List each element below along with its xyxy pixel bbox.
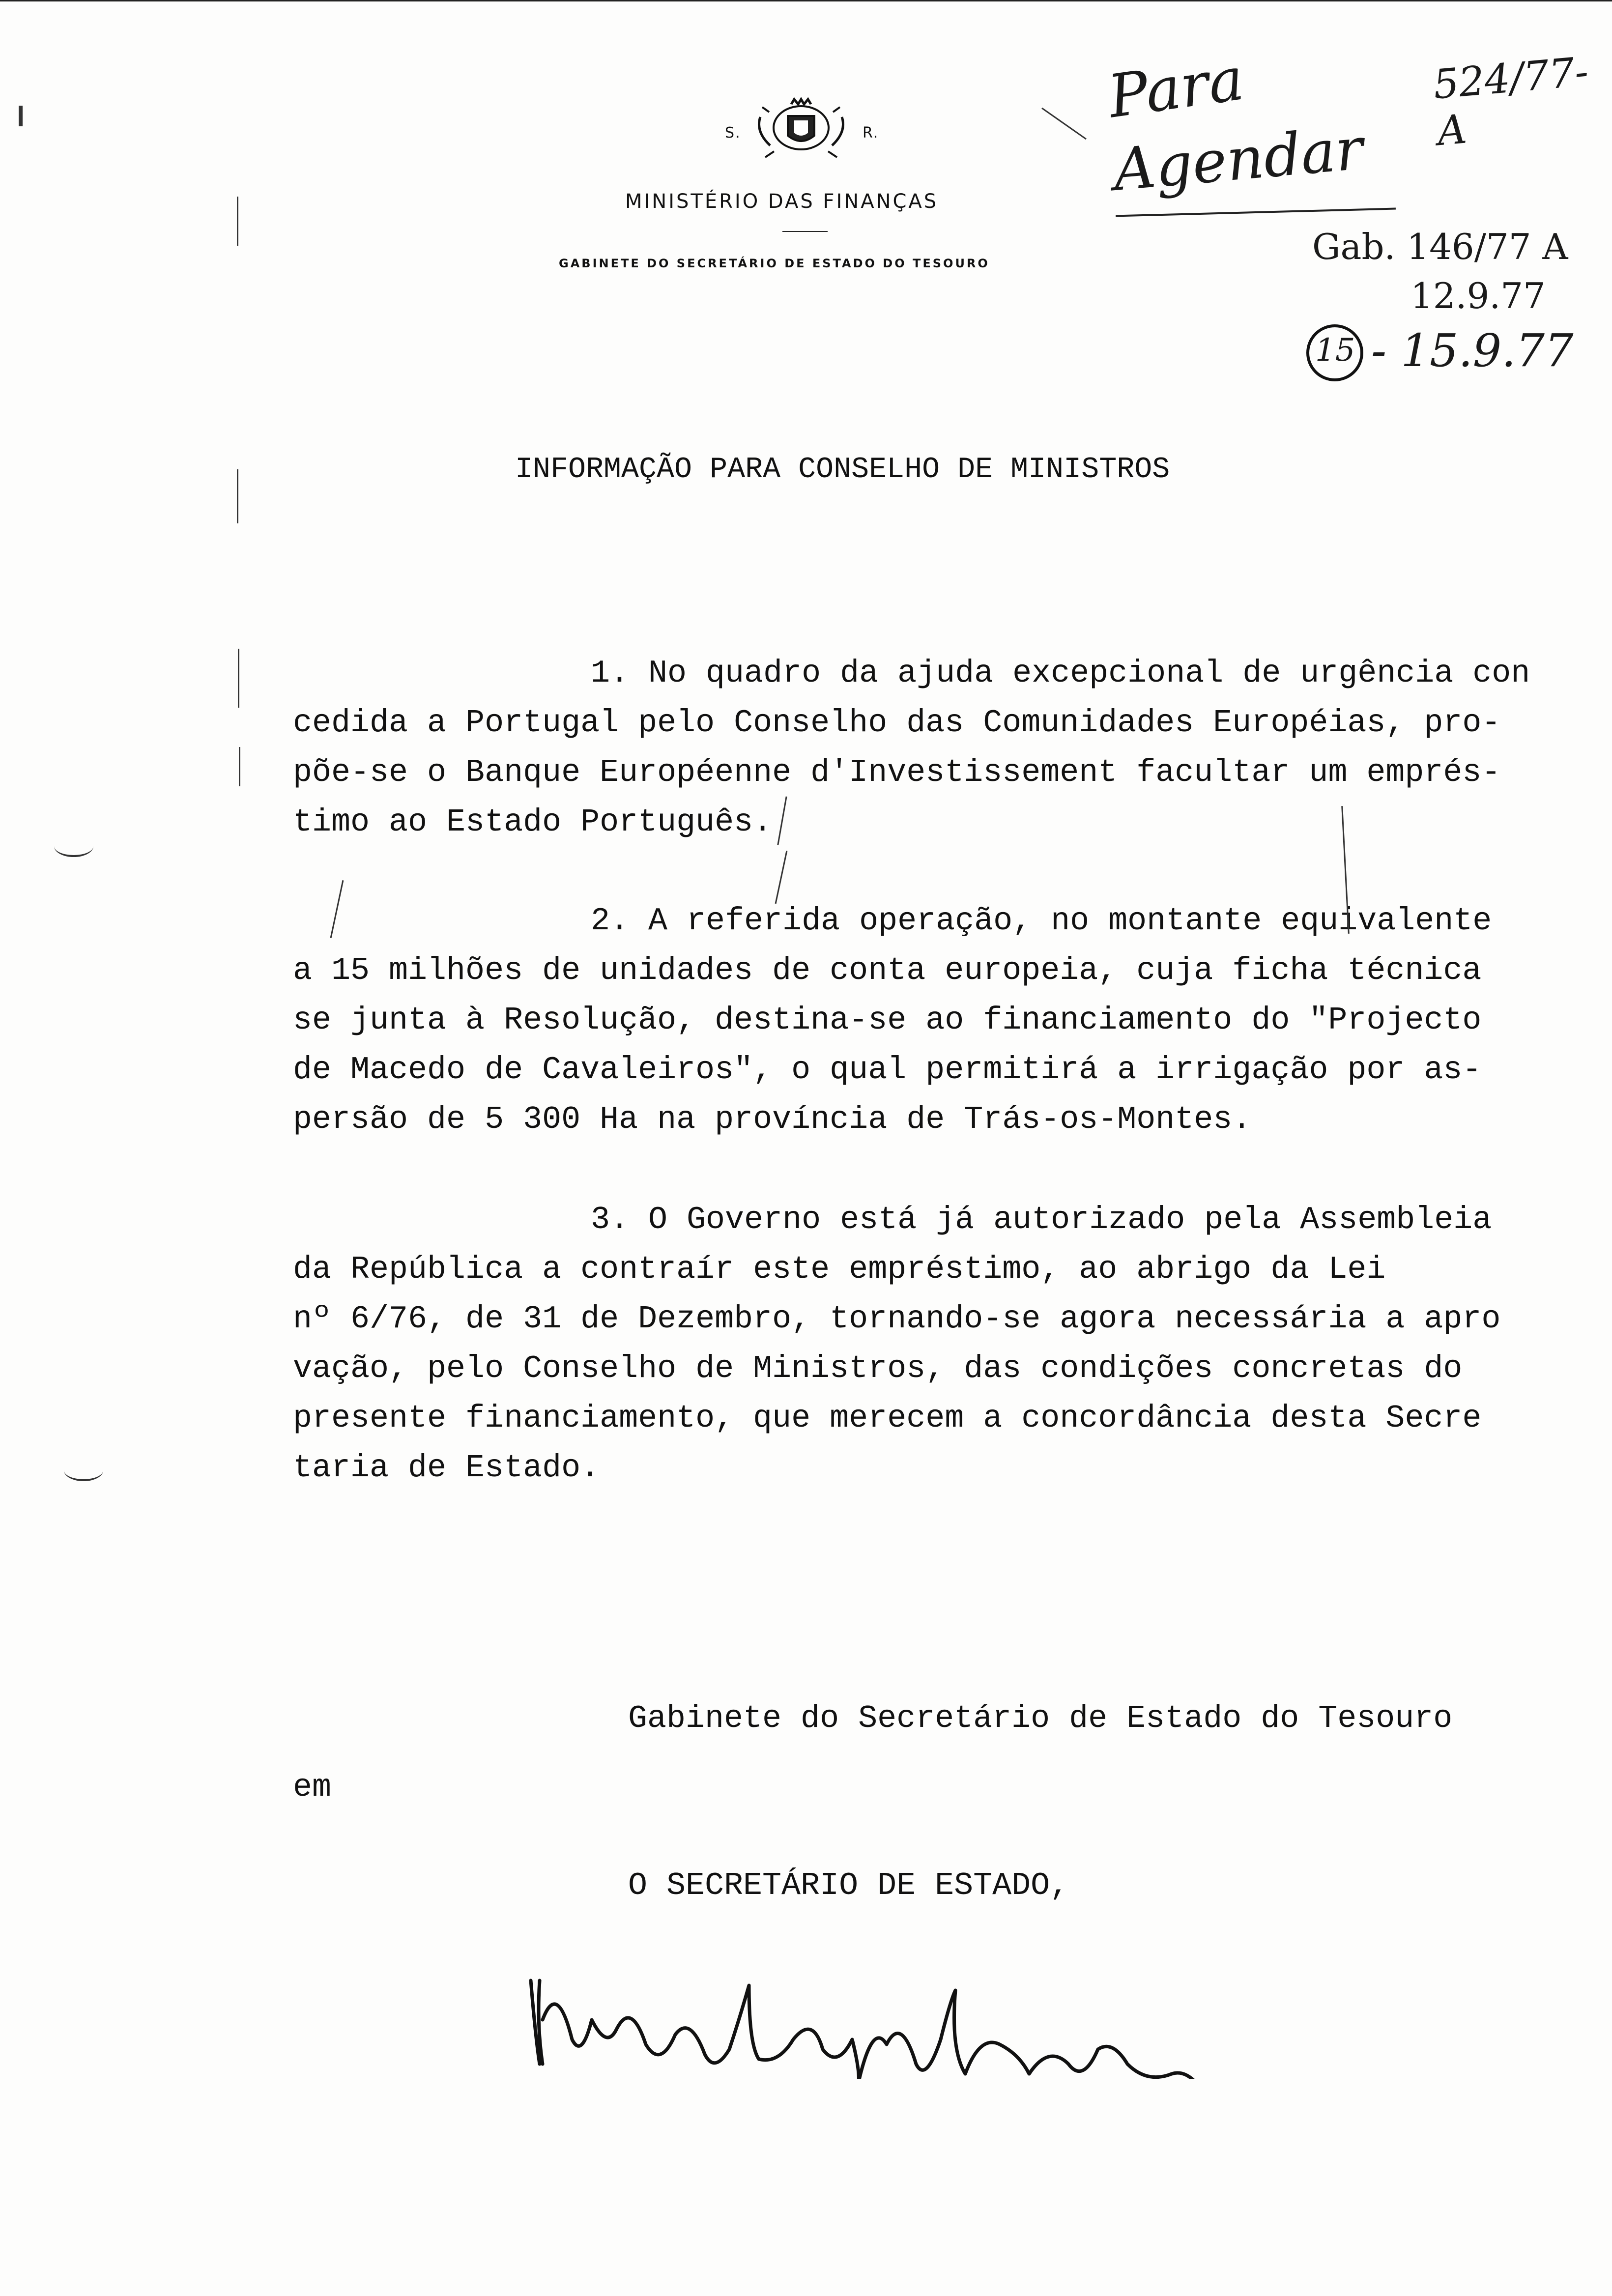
margin-mark <box>239 747 240 786</box>
margin-mark <box>19 106 23 126</box>
paragraph-3-line-1: 3. O Governo está já autorizado pela Assembleia <box>591 1202 1492 1238</box>
letterhead-initial-left: S. <box>725 124 741 142</box>
margin-mark <box>777 796 787 845</box>
margin-mark <box>64 1460 103 1481</box>
paragraph-1-line-1: 1. No quadro da ajuda excepcional de urgência con <box>591 655 1530 691</box>
handwritten-reference-date: 12.9.77 <box>1410 275 1546 316</box>
letterhead-initial-right: R. <box>863 124 879 142</box>
paragraph-2-line-5: persão de 5 300 Ha na província de Trás-os-Montes. <box>293 1101 1252 1138</box>
margin-mark <box>54 835 93 857</box>
handwritten-underline <box>1116 208 1396 217</box>
handwritten-signature <box>521 1961 1504 2079</box>
scan-top-edge <box>0 0 1612 1</box>
margin-mark <box>237 197 238 246</box>
paragraph-3-line-2: da República a contraír este empréstimo, ao abrigo da Lei <box>293 1251 1386 1288</box>
margin-mark <box>330 880 344 938</box>
paragraph-3-line-4: vação, pelo Conselho de Ministros, das condições concretas do <box>293 1350 1463 1387</box>
handwritten-note-agendar: Agendar <box>1110 115 1366 204</box>
margin-mark <box>237 469 238 523</box>
letterhead-divider <box>782 231 828 232</box>
circled-date: - 15.9.77 <box>1371 324 1574 377</box>
closing-em: em <box>293 1769 332 1806</box>
paragraph-1-line-4: timo ao Estado Português. <box>293 804 773 840</box>
paragraph-2-line-2: a 15 milhões de unidades de conta europeia, cuja ficha técnica <box>293 952 1482 989</box>
paragraph-3-line-5: presente financiamento, que merecem a concordância desta Secre <box>293 1400 1482 1436</box>
ministry-name: MINISTÉRIO DAS FINANÇAS <box>625 190 939 213</box>
margin-mark <box>238 649 239 708</box>
closing-signatory: O SECRETÁRIO DE ESTADO, <box>628 1867 1069 1904</box>
paragraph-3-line-6: taria de Estado. <box>293 1450 600 1486</box>
handwritten-reference-line1: Gab. 146/77 A <box>1312 226 1568 267</box>
document-title: INFORMAÇÃO PARA CONSELHO DE MINISTROS <box>515 453 1170 487</box>
closing-office: Gabinete do Secretário de Estado do Tesouro <box>628 1700 1453 1737</box>
handwritten-note-para: Para <box>1104 45 1248 132</box>
handwritten-reference-number: 524/77-A <box>1431 48 1590 155</box>
margin-mark <box>775 851 788 904</box>
paragraph-1-line-2: cedida a Portugal pelo Conselho das Comunidades Européias, pro- <box>293 705 1501 741</box>
paragraph-1-line-3: põe-se o Banque Européenne d'Investissement facultar um emprés- <box>293 754 1501 791</box>
coat-of-arms-icon <box>749 97 853 161</box>
handwritten-pointer-stroke <box>1041 108 1087 140</box>
office-name: GABINETE DO SECRETÁRIO DE ESTADO DO TESOURO <box>559 257 990 270</box>
circled-number: 15 <box>1315 332 1355 369</box>
paragraph-2-line-1: 2. A referida operação, no montante equivalente <box>591 903 1492 939</box>
paragraph-2-line-4: de Macedo de Cavaleiros", o qual permitirá a irrigação por as- <box>293 1052 1482 1088</box>
paragraph-2-line-3: se junta à Resolução, destina-se ao financiamento do "Projecto <box>293 1002 1482 1038</box>
paragraph-3-line-3: nº 6/76, de 31 de Dezembro, tornando-se agora necessária a apro <box>293 1301 1501 1337</box>
